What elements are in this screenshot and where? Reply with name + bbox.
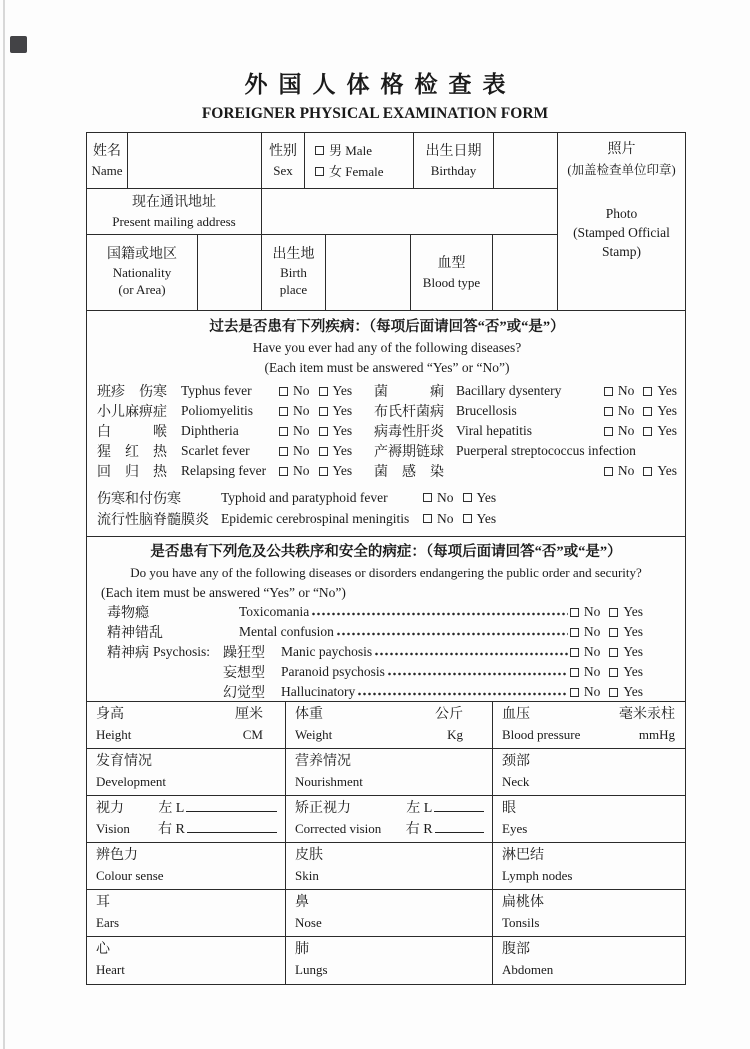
no-yes-pair: [423, 490, 496, 506]
no-label: No: [293, 443, 310, 458]
dot-leader: [336, 629, 568, 639]
security-section: [87, 536, 685, 701]
photo-label-en-block: [558, 204, 685, 261]
exam-label-cn: 辨色力: [96, 848, 138, 863]
security-row-hallucinatory: [87, 682, 685, 702]
checkbox-yes[interactable]: [609, 648, 618, 657]
exam-cell-lymph-nodes: [493, 843, 685, 890]
checkbox-no[interactable]: [279, 467, 288, 476]
checkbox-yes[interactable]: [463, 514, 472, 523]
photo-label-cn: 照片: [607, 142, 636, 157]
sex-label-cell: [262, 133, 305, 188]
corrected-vision-label-en: Corrected vision: [295, 821, 382, 836]
checkbox-yes[interactable]: [643, 467, 652, 476]
exam-cell-ears: [87, 890, 286, 937]
checkbox-no[interactable]: [423, 493, 432, 502]
checkbox-no[interactable]: [279, 407, 288, 416]
exam-label-cn: 淋巴结: [502, 848, 544, 863]
diseases-title-en: Have you ever had any of the following diseases?: [252, 340, 522, 355]
checkbox-yes[interactable]: [609, 688, 618, 697]
no-label: No: [617, 403, 635, 418]
no-label: No: [583, 684, 601, 699]
security-row-toxicomania: [87, 602, 685, 622]
exam-label-en: Ears: [96, 915, 120, 930]
psychosis-label-cn: 精神病: [107, 646, 149, 661]
no-label: No: [617, 383, 635, 398]
exam-label-cn: 发育情况: [96, 754, 152, 769]
no-yes-pair: [604, 403, 677, 419]
checkbox-yes[interactable]: [319, 447, 328, 456]
no-yes-pair: [570, 664, 643, 680]
disease-row-meningitis: [97, 508, 677, 529]
no-label: No: [583, 664, 601, 679]
name-input-area[interactable]: [128, 133, 262, 188]
diseases-note-en: (Each item must be answered “Yes” or “No”): [264, 360, 510, 375]
exam-cell-nose: [286, 890, 493, 937]
security-row-manic-psychosis: [87, 642, 685, 662]
address-input-area[interactable]: [262, 189, 557, 234]
yes-label: Yes: [657, 463, 677, 478]
nationality-label-en1: Nationality: [112, 264, 172, 280]
disease-row-typhus: [97, 381, 374, 401]
checkbox-no[interactable]: [604, 387, 613, 396]
photo-stamp-note-en2: Stamp): [602, 244, 641, 259]
exam-cell-neck: [493, 749, 685, 796]
vision-left-label: 左 L: [158, 801, 185, 816]
exam-label-en: Colour sense: [96, 868, 164, 883]
no-yes-pair: [279, 423, 352, 439]
disease-row-poliomyelitis: [97, 401, 374, 421]
birthplace-label-cell: [262, 235, 326, 310]
nationality-label-en2: (or Area): [118, 282, 166, 298]
sex-label-cn: 性别: [269, 143, 297, 159]
exam-label-cn: 扁桃体: [502, 895, 544, 910]
form-title-chinese: 外国人体格检查表: [244, 72, 517, 97]
disease-name-cn: 产褥期链球: [374, 445, 444, 460]
disease-row-scarlet-fever: [97, 441, 374, 461]
exam-label-en: Neck: [502, 774, 530, 789]
exam-label-en: Lungs: [295, 962, 328, 977]
no-label: No: [293, 423, 310, 438]
disease-name-en: Bacillary dysentery: [456, 383, 562, 398]
disease-name-en: Puerperal streptococcus infection: [456, 443, 636, 458]
checkbox-no[interactable]: [279, 387, 288, 396]
exam-label-en: Skin: [295, 868, 319, 883]
checkbox-yes[interactable]: [319, 387, 328, 396]
no-label: No: [437, 489, 454, 505]
checkbox-no[interactable]: [570, 668, 579, 677]
no-yes-pair: [279, 443, 352, 459]
diseases-left-column: [97, 381, 374, 481]
birthplace-input-area[interactable]: [326, 235, 411, 310]
exam-label-cn: 皮肤: [295, 848, 323, 863]
exam-label-cn: 体重: [295, 707, 323, 722]
yes-label: Yes: [657, 423, 677, 438]
disease-row-bacillary-dysentery: [374, 381, 677, 401]
exam-unit-en: Kg: [447, 727, 463, 742]
birthday-label-cell: [414, 133, 494, 188]
yes-label: Yes: [332, 443, 353, 458]
checkbox-yes[interactable]: [319, 407, 328, 416]
exam-label-cn: 血压: [502, 707, 530, 722]
exam-label-cn: 腹部: [502, 942, 530, 957]
dot-leader: [311, 609, 568, 619]
condition-name-en: Mental confusion: [239, 624, 334, 639]
identity-left: [87, 133, 557, 310]
scan-corner-mark: [10, 36, 27, 53]
disease-row-typhoid: [97, 487, 677, 508]
no-yes-pair: [279, 463, 352, 479]
exam-cell-corrected-vision: [286, 796, 493, 843]
yes-label: Yes: [332, 423, 353, 438]
birthday-label-en: Birthday: [430, 162, 477, 178]
exam-label-en: Development: [96, 774, 167, 789]
disease-name-cn: 伤寒和付伤寒: [97, 491, 181, 507]
disease-row-puerperal-line1: [374, 441, 677, 461]
photo-stamp-note-cn: (加盖检查单位印章): [567, 163, 676, 177]
fill-line[interactable]: [434, 800, 484, 812]
female-checkbox[interactable]: [315, 167, 324, 176]
exam-unit-en: CM: [242, 727, 263, 742]
address-label-en: Present mailing address: [112, 213, 236, 229]
diseases-list: [97, 381, 677, 481]
no-label: No: [583, 604, 601, 619]
exam-cell-heart: [87, 937, 286, 984]
yes-label: Yes: [332, 383, 353, 398]
security-note-en: (Each item must be answered “Yes” or “No”): [101, 585, 346, 600]
disease-row-puerperal-line2: [374, 461, 677, 481]
female-option: [315, 161, 384, 182]
condition-name-cn: 毒物瘾: [107, 606, 149, 621]
blood-type-label-cell: [411, 235, 493, 310]
row-address: [87, 189, 557, 235]
dot-leader: [357, 689, 568, 699]
birthday-label-cn: 出生日期: [425, 143, 482, 159]
no-yes-pair: [570, 644, 643, 660]
nationality-label-cell: [87, 235, 198, 310]
exam-label-en: Abdomen: [502, 962, 554, 977]
diseases-right-column: [374, 381, 677, 481]
checkbox-no[interactable]: [604, 407, 613, 416]
yes-label: Yes: [623, 644, 643, 659]
photo-stamp-note-en1: (Stamped Official: [573, 225, 670, 240]
address-label-cell: [87, 189, 262, 234]
checkbox-yes[interactable]: [319, 427, 328, 436]
photo-cell: [557, 133, 685, 310]
psychosis-type-cn: 妄想型: [223, 666, 265, 681]
exam-label-en: Nose: [295, 915, 322, 930]
exam-unit-cn: 毫米汞柱: [619, 707, 675, 722]
disease-name-en: Relapsing fever: [181, 463, 267, 478]
sex-label-en: Sex: [273, 162, 293, 178]
no-label: No: [617, 463, 635, 478]
birthplace-label-cn: 出生地: [272, 247, 315, 263]
exam-label-en: Height: [96, 727, 132, 742]
exam-cell-nourishment: [286, 749, 493, 796]
disease-name-en: Scarlet fever: [181, 443, 250, 458]
exam-cell-eyes: [493, 796, 685, 843]
checkbox-no[interactable]: [570, 648, 579, 657]
no-yes-pair: [570, 604, 643, 620]
psychosis-type-en: Hallucinatory: [281, 684, 356, 699]
exam-cell-height: [87, 702, 286, 749]
disease-row-brucellosis: [374, 401, 677, 421]
male-checkbox[interactable]: [315, 146, 324, 155]
yes-label: Yes: [623, 684, 643, 699]
disease-name-cn: 班疹 伤寒: [97, 385, 167, 400]
disease-name-cn: 菌 感 染: [374, 465, 444, 480]
no-yes-pair: [570, 684, 643, 700]
no-label: No: [583, 624, 601, 639]
no-yes-pair: [279, 403, 352, 419]
diseases-extra-list: [97, 487, 677, 529]
exam-label-cn: 耳: [96, 895, 110, 910]
no-label: No: [293, 463, 310, 478]
disease-name-cn: 小儿麻痹症: [97, 405, 167, 420]
exam-label-en: Heart: [96, 962, 125, 977]
address-label-cn: 现在通讯地址: [132, 194, 216, 210]
exam-label-cn: 营养情况: [295, 754, 351, 769]
nationality-input-area[interactable]: [198, 235, 262, 310]
yes-label: Yes: [332, 403, 353, 418]
blood-type-label-en: Blood type: [422, 274, 481, 290]
security-row-mental-confusion: [87, 622, 685, 642]
exam-label-cn: 颈部: [502, 754, 530, 769]
exam-label-en: Blood pressure: [502, 727, 581, 742]
checkbox-no[interactable]: [279, 447, 288, 456]
no-yes-pair: [604, 423, 677, 439]
male-option-label: 男 Male: [329, 142, 372, 158]
corrected-vision-label-cn: 矫正视力: [295, 801, 351, 816]
checkbox-no[interactable]: [604, 427, 613, 436]
form-table: [86, 132, 686, 985]
disease-name-cn: 菌 痢: [374, 385, 444, 400]
checkbox-no[interactable]: [570, 688, 579, 697]
disease-name-cn: 病毒性肝炎: [374, 425, 444, 440]
checkbox-yes[interactable]: [609, 608, 618, 617]
disease-name-cn: 回 归 热: [97, 465, 167, 480]
exam-cell-blood-pressure: [493, 702, 685, 749]
checkbox-no[interactable]: [604, 467, 613, 476]
checkbox-yes[interactable]: [609, 628, 618, 637]
exam-cell-vision: [87, 796, 286, 843]
disease-row-viral-hepatitis: [374, 421, 677, 441]
no-label: No: [617, 423, 635, 438]
corrected-vision-right-label: 右 R: [405, 822, 433, 837]
exam-label-en: Eyes: [502, 821, 528, 836]
disease-name-en: Diphtheria: [181, 423, 239, 438]
row-name-sex-birthday: [87, 133, 557, 189]
psychosis-type-cn: 幻觉型: [223, 686, 265, 701]
photo-label-en: Photo: [605, 206, 638, 221]
disease-row-diphtheria: [97, 421, 374, 441]
exam-unit-cn: 厘米: [235, 707, 263, 722]
vision-label-cn: 视力: [96, 801, 124, 816]
exam-label-cn: 肺: [295, 942, 309, 957]
sex-options-cell: [305, 133, 414, 188]
exam-label-en: Nourishment: [295, 774, 363, 789]
checkbox-yes[interactable]: [643, 427, 652, 436]
yes-label: Yes: [476, 510, 497, 526]
exam-unit-cn: 公斤: [435, 707, 463, 722]
yes-label: Yes: [476, 489, 497, 505]
exam-cell-skin: [286, 843, 493, 890]
disease-name-en: Typhoid and paratyphoid fever: [221, 489, 388, 505]
diseases-section: [87, 310, 685, 536]
exam-label-cn: 身高: [96, 707, 124, 722]
checkbox-no[interactable]: [279, 427, 288, 436]
checkbox-yes[interactable]: [643, 387, 652, 396]
disease-name-en: Poliomyelitis: [181, 403, 254, 418]
no-label: No: [437, 510, 454, 526]
name-label-en: Name: [91, 162, 123, 178]
psychosis-type-en: Manic paychosis: [281, 644, 373, 659]
security-title-en: Do you have any of the following diseases or disorders endangering the public order and security?: [130, 565, 642, 580]
exam-cell-tonsils: [493, 890, 685, 937]
yes-label: Yes: [332, 463, 353, 478]
disease-name-en: Typhus fever: [181, 383, 252, 398]
no-yes-pair: [570, 624, 643, 640]
yes-label: Yes: [623, 604, 643, 619]
no-label: No: [583, 644, 601, 659]
dot-leader: [374, 649, 568, 659]
yes-label: Yes: [623, 624, 643, 639]
checkbox-no[interactable]: [570, 628, 579, 637]
yes-label: Yes: [657, 383, 677, 398]
exam-unit-en: mmHg: [638, 727, 675, 742]
disease-name-cn: 布氏杆菌病: [374, 405, 444, 420]
scan-edge-artifact: [3, 0, 5, 1049]
condition-name-en: Toxicomania: [239, 604, 310, 619]
exam-label-en: Tonsils: [502, 915, 540, 930]
exam-label-cn: 眼: [502, 801, 516, 816]
exam-label-cn: 心: [96, 942, 110, 957]
female-option-label: 女 Female: [329, 163, 384, 179]
exam-label-cn: 鼻: [295, 895, 309, 910]
birthplace-label-en2: place: [279, 282, 308, 298]
psychosis-label-en: Psychosis:: [153, 644, 211, 659]
disease-row-relapsing-fever: [97, 461, 374, 481]
male-option: [315, 140, 372, 161]
no-label: No: [293, 383, 310, 398]
exam-grid: [87, 701, 685, 984]
corrected-vision-left-label: 左 L: [406, 801, 433, 816]
no-yes-pair: [423, 511, 496, 527]
vision-label-en: Vision: [96, 821, 130, 836]
fill-line[interactable]: [187, 821, 277, 833]
vision-right-label: 右 R: [157, 822, 185, 837]
checkbox-yes[interactable]: [643, 407, 652, 416]
form-title-english: FOREIGNER PHYSICAL EXAMINATION FORM: [201, 105, 549, 122]
no-yes-pair: [279, 383, 352, 399]
dot-leader: [387, 669, 568, 679]
disease-name-cn: 白 喉: [97, 425, 167, 440]
no-yes-pair: [604, 383, 677, 399]
psychosis-type-cn: 躁狂型: [223, 646, 265, 661]
checkbox-yes[interactable]: [609, 668, 618, 677]
security-title-cn: 是否患有下列危及公共秩序和安全的病症：（每项后面请回答“否”或“是”）: [150, 544, 622, 560]
checkbox-yes[interactable]: [319, 467, 328, 476]
disease-name-en: Viral hepatitis: [456, 423, 533, 438]
security-row-paranoid-psychosis: [87, 662, 685, 682]
diseases-title-cn: 过去是否患有下列疾病：（每项后面请回答“否”或“是”）: [209, 319, 565, 335]
birthday-input-area[interactable]: [494, 133, 557, 188]
birthplace-label-en1: Birth: [280, 264, 307, 280]
psychosis-type-en: Paranoid psychosis: [281, 664, 385, 679]
exam-cell-abdomen: [493, 937, 685, 984]
row-nationality-birthplace-blood: [87, 235, 557, 310]
no-yes-pair: [604, 463, 677, 479]
disease-name-en: Epidemic cerebrospinal meningitis: [221, 510, 410, 526]
yes-label: Yes: [657, 403, 677, 418]
no-label: No: [293, 403, 310, 418]
exam-label-en: Weight: [295, 727, 333, 742]
fill-line[interactable]: [435, 821, 484, 833]
checkbox-no[interactable]: [423, 514, 432, 523]
exam-cell-weight: [286, 702, 493, 749]
name-label-cell: [87, 133, 128, 188]
checkbox-yes[interactable]: [463, 493, 472, 502]
name-label-cn: 姓名: [93, 143, 121, 159]
blood-type-input-area[interactable]: [493, 235, 557, 310]
disease-name-cn: 流行性脑脊髓膜炎: [97, 512, 209, 528]
exam-cell-lungs: [286, 937, 493, 984]
exam-cell-colour-sense: [87, 843, 286, 890]
blood-type-label-cn: 血型: [437, 255, 466, 271]
exam-label-en: Lymph nodes: [502, 868, 573, 883]
exam-cell-development: [87, 749, 286, 796]
fill-line[interactable]: [186, 800, 277, 812]
disease-name-cn: 猩 红 热: [97, 445, 167, 460]
identity-section: [87, 133, 685, 310]
checkbox-no[interactable]: [570, 608, 579, 617]
disease-name-en: Brucellosis: [456, 403, 517, 418]
yes-label: Yes: [623, 664, 643, 679]
condition-name-cn: 精神错乱: [107, 626, 163, 641]
nationality-label-cn: 国籍或地区: [107, 247, 177, 263]
